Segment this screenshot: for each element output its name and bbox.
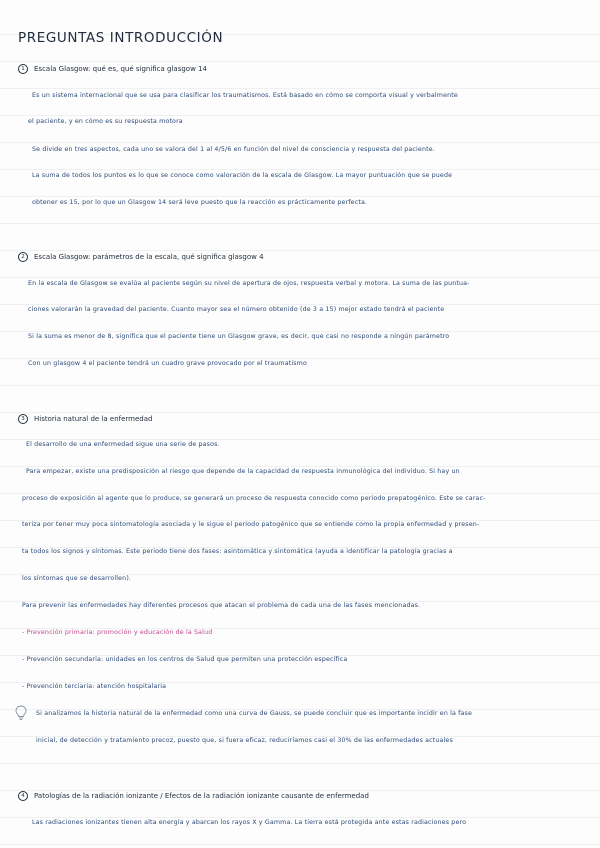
text-line: Se divide en tres aspectos, cada uno se valora del 1 al 4/5/6 en función del nivel de consciencia y respuesta del paciente. — [32, 146, 435, 153]
text-line: los síntomas que se desarrollen). — [22, 575, 132, 582]
text-line: inicial, de detección y tratamiento precoz, puesto que, si fuera eficaz, reduciríamos casi el 30% de las enfermedades actuales — [36, 737, 453, 744]
lightbulb-icon — [14, 705, 28, 721]
text-line: teriza por tener muy poca sintomatología asociada y le sigue el periodo patogénico que se entiende como la propia enfermedad y presen- — [22, 521, 480, 528]
text-line: El desarrollo de una enfermedad sigue una serie de pasos. — [26, 441, 220, 448]
bullet-item: - Prevención terciaria: atención hospitalaria — [22, 683, 167, 690]
text-line: Las radiaciones ionizantes tienen alta energía y abarcan los rayos X y Gamma. La tierra está protegida ante estas radiaciones pero — [32, 819, 467, 826]
text-line: Para empezar, existe una predisposición al riesgo que depende de la capacidad de respuesta inmunológica del individuo. Si hay un — [26, 468, 460, 475]
text-line: ta todos los signos y síntomas. Este periodo tiene dos fases: asintomática y sintomática (ayuda a identificar la patología gracias a — [22, 548, 453, 555]
text-line: obtener es 15, por lo que un Glasgow 14 será leve puesto que la reacción es prácticamente perfecta. — [32, 199, 368, 206]
page-title: PREGUNTAS INTRODUCCIÓN — [18, 30, 224, 46]
question-text: Patologías de la radiación ionizante / Efectos de la radiación ionizante causante de enfermedad — [34, 792, 369, 800]
text-line: Es un sistema internacional que se usa para clasificar los traumatismos. Está basado en cómo se comporta visual y verbalmente — [32, 92, 458, 99]
question-number: 3 — [18, 414, 28, 424]
question-number: 1 — [18, 64, 28, 74]
question-4-heading — [18, 791, 369, 801]
text-line: Si la suma es menor de 8, significa que el paciente tiene un Glasgow grave, es decir, que casi no responde a ningún parámetro — [28, 333, 450, 340]
question-number: 4 — [18, 791, 28, 801]
text-line: Para prevenir las enfermedades hay diferentes procesos que atacan el problema de cada una de las fases mencionadas. — [22, 602, 421, 609]
question-text: Historia natural de la enfermedad — [34, 415, 153, 423]
question-text: Escala Glasgow: parámetros de la escala, qué significa glasgow 4 — [34, 253, 264, 261]
text-line: La suma de todos los puntos es lo que se conoce como valoración de la escala de Glasgow. La mayor puntuación que se puede — [32, 172, 453, 179]
text-line: Con un glasgow 4 el paciente tendrá un cuadro grave provocado por el traumatismo — [28, 360, 307, 367]
text-line: ciones valorarán la gravedad del paciente. Cuanto mayor sea el número obtenido (de 3 a 15) mejor estado tendrá el paciente — [28, 306, 445, 313]
bullet-item: - Prevención primaria: promoción y educación de la Salud — [22, 629, 213, 636]
question-text: Escala Glasgow: qué es, qué significa glasgow 14 — [34, 65, 207, 73]
bullet-item: - Prevención secundaria: unidades en los centros de Salud que permiten una protección específica — [22, 656, 348, 663]
text-line: En la escala de Glasgow se evalúa al paciente según su nivel de apertura de ojos, respuesta verbal y motora. La suma de las puntua- — [28, 280, 470, 287]
text-line: proceso de exposición al agente que lo produce, se generará un proceso de respuesta conocido como periodo prepatogénico. Este se carac- — [22, 495, 486, 502]
question-2-heading — [18, 252, 264, 262]
text-line: Si analizamos la historia natural de la enfermedad como una curva de Gauss, se puede concluir que es importante incidir en la fase — [36, 710, 473, 717]
question-1-heading — [18, 64, 207, 74]
question-number: 2 — [18, 252, 28, 262]
text-line: el paciente, y en cómo es su respuesta motora — [28, 118, 183, 125]
question-3-heading — [18, 414, 152, 424]
